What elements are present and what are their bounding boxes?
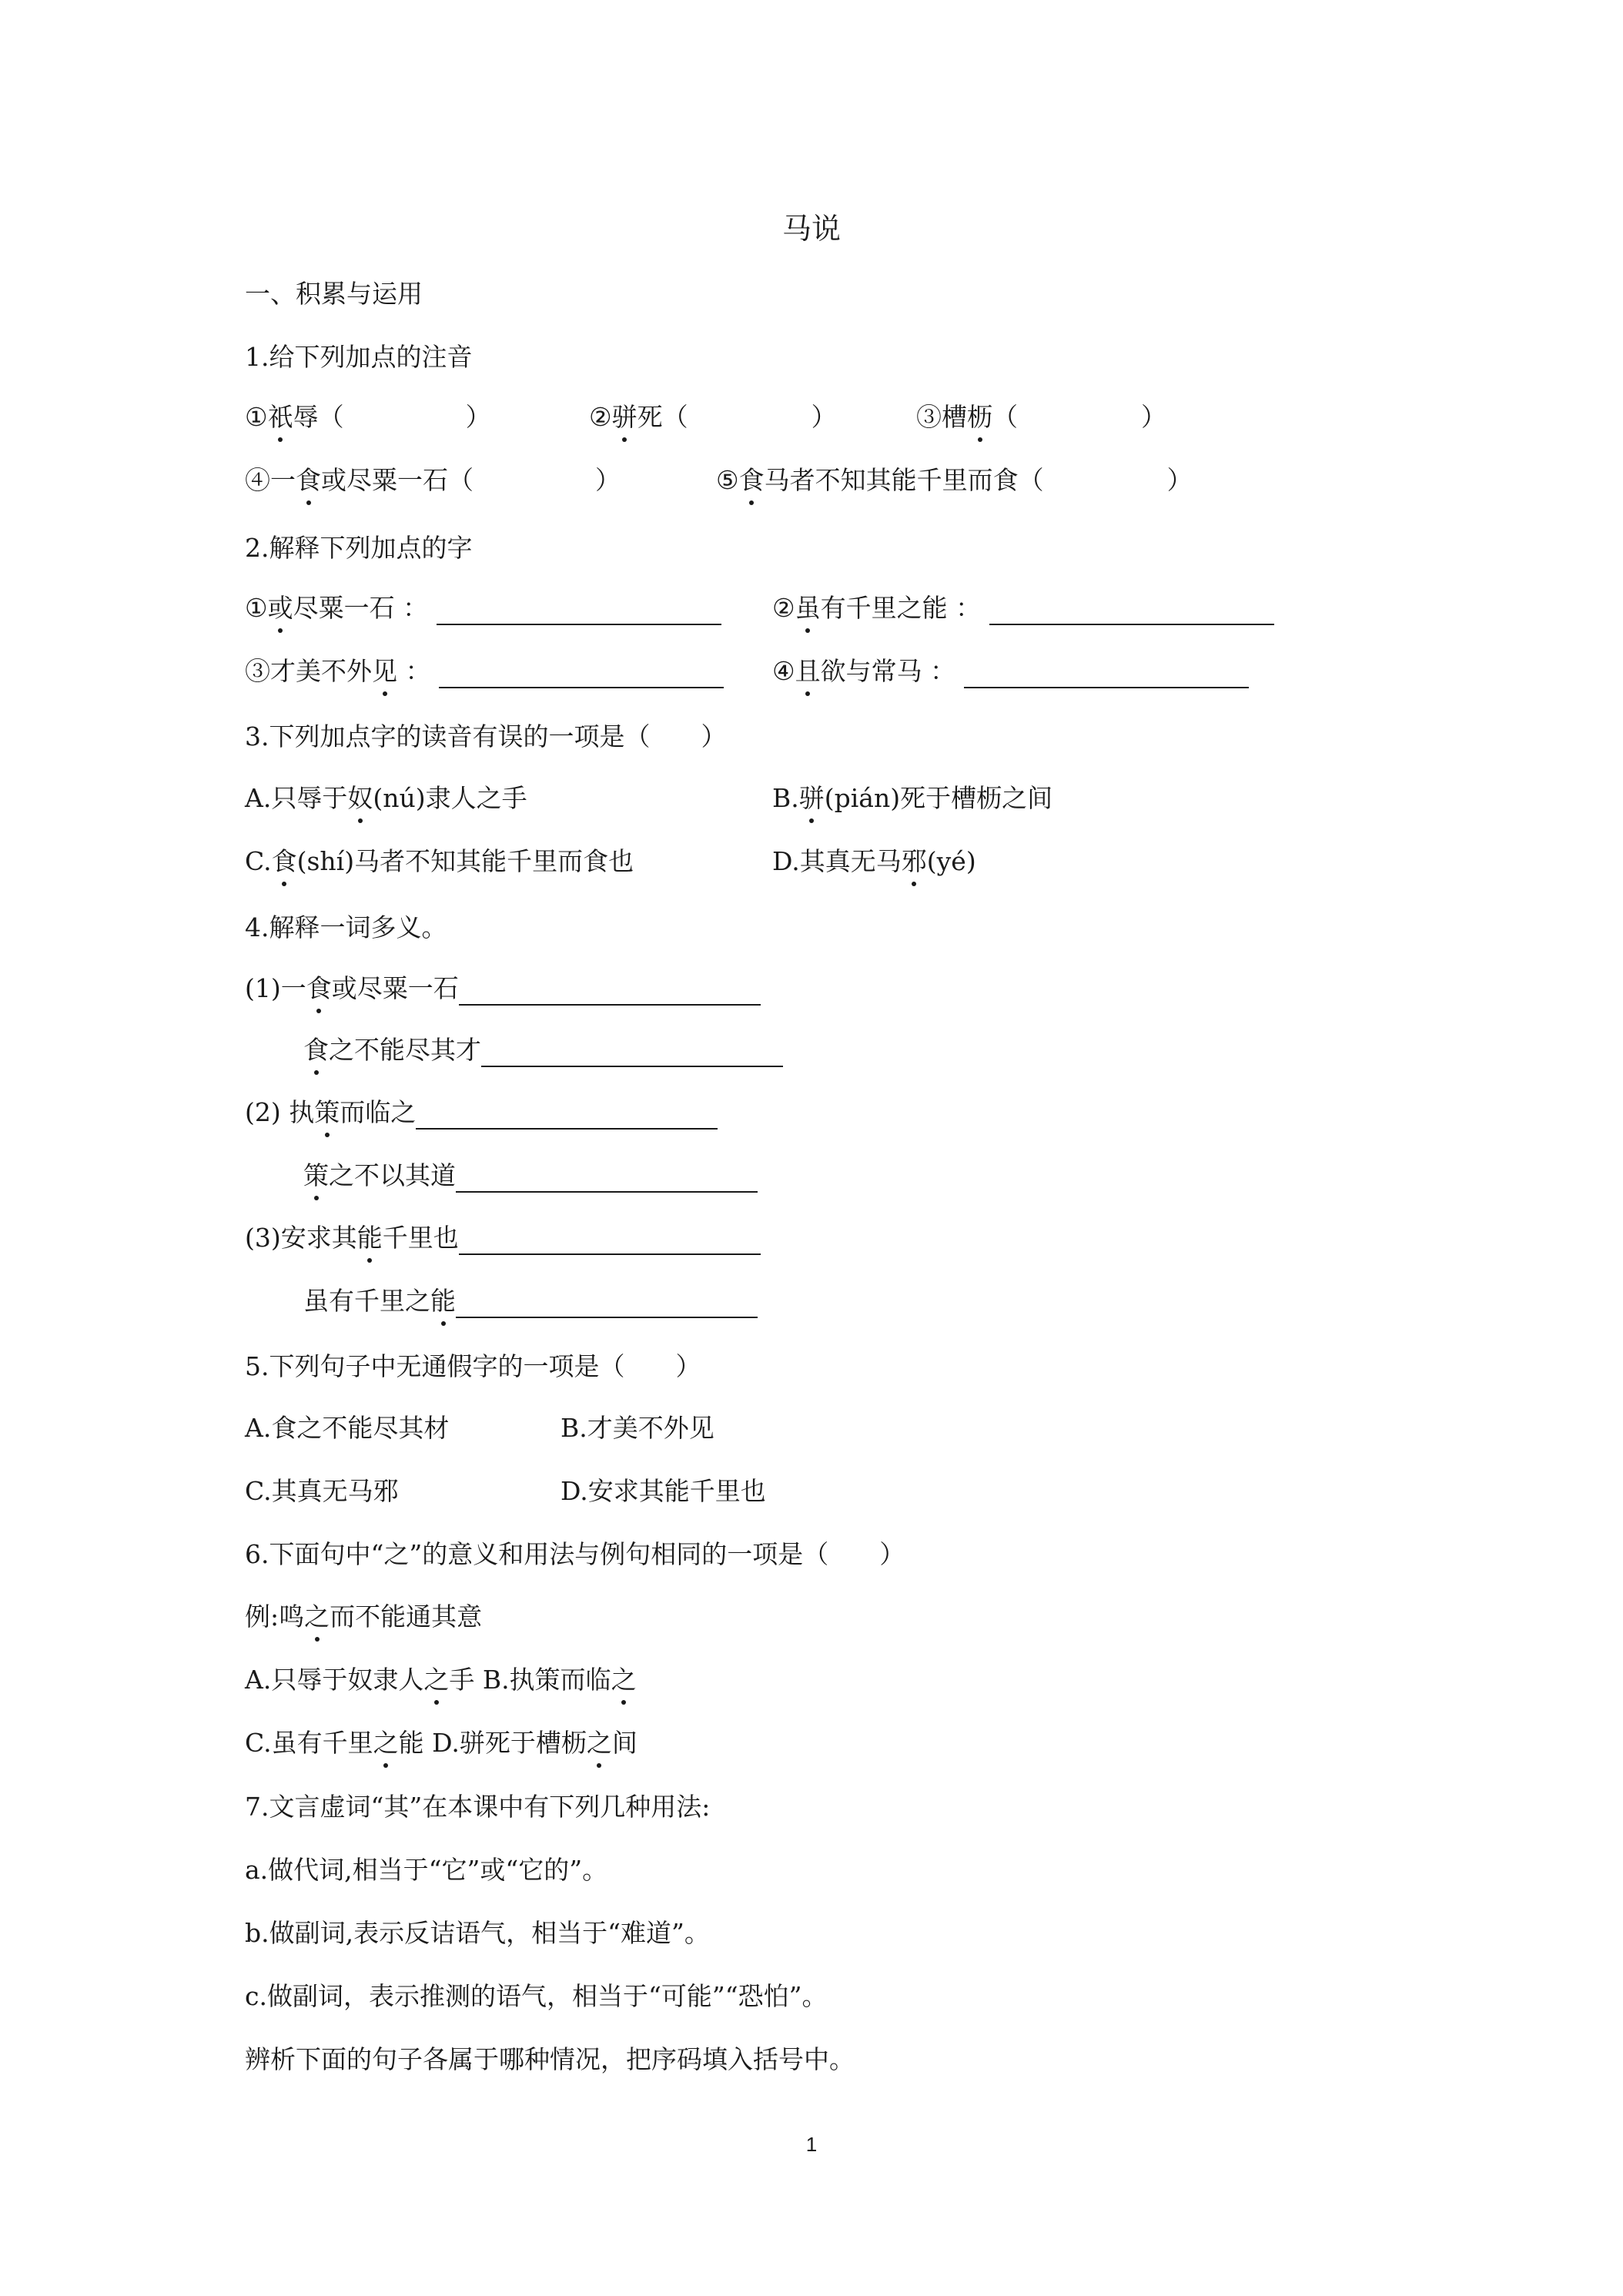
answer-blank[interactable] — [459, 975, 761, 1006]
q3-heading: 3.下列加点字的读音有误的一项是（ ） — [245, 721, 727, 751]
answer-blank[interactable] — [416, 1099, 718, 1130]
q5-option-c: C.其真无马邪 — [245, 1476, 399, 1506]
q2-item-4: ④且欲与常马 ： — [772, 654, 1249, 688]
section-heading: 一、积累与运用 — [245, 279, 423, 309]
q7-heading: 7.文言虚词“其”在本课中有下列几种用法: — [245, 1792, 711, 1822]
q2-item-1: ①或尽粟一石 ： — [245, 591, 721, 625]
q7-usage-c: c.做副词，表示推测的语气，相当于“可能”“恐怕”。 — [245, 1981, 828, 2011]
q2-item-2: ②虽有千里之能 ： — [772, 591, 1274, 625]
answer-blank[interactable] — [481, 1036, 783, 1067]
answer-blank[interactable] — [964, 658, 1249, 688]
q1-heading: 1.给下列加点的注音 — [245, 342, 473, 372]
answer-blank[interactable] — [456, 1162, 758, 1193]
q3-option-b: B.骈(pián)死于槽枥之间 — [772, 782, 1052, 815]
q4-item-5: (3)安求其能千里也 — [245, 1221, 761, 1255]
q5-option-b: B.才美不外见 — [561, 1413, 714, 1443]
answer-blank[interactable] — [439, 658, 724, 688]
q4-item-2: 食之不能尽其才 — [303, 1033, 783, 1067]
q7-usage-b: b.做副词,表示反诘语气，相当于“难道”。 — [245, 1918, 710, 1948]
page-title: 马说 — [781, 212, 841, 246]
q1-item-4: ④一食或尽粟一石（ ） — [245, 464, 621, 497]
answer-blank[interactable] — [437, 594, 721, 625]
page-number: 1 — [805, 2133, 818, 2156]
q4-heading: 4.解释一词多义。 — [245, 912, 447, 942]
q6-options-cd: C.虽有千里之能 D.骈死于槽枥之间 — [245, 1726, 637, 1760]
q1-item-1: ①祇辱（ ） — [245, 400, 491, 434]
q4-item-3: (2) 执策而临之 — [245, 1096, 718, 1130]
q3-option-d: D.其真无马邪(yé) — [772, 845, 976, 879]
q3-option-a: A.只辱于奴(nú)隶人之手 — [245, 782, 527, 815]
q4-item-6: 虽有千里之能 — [303, 1284, 758, 1318]
q6-options-ab: A.只辱于奴隶人之手 B.执策而临之 — [245, 1663, 637, 1697]
q4-item-4: 策之不以其道 — [303, 1159, 758, 1193]
q3-option-c: C.食(shí)马者不知其能千里而食也 — [245, 845, 634, 879]
answer-blank[interactable] — [459, 1224, 761, 1255]
q6-heading: 6.下面句中“之”的意义和用法与例句相同的一项是（ ） — [245, 1539, 905, 1569]
q6-example: 例:鸣之而不能通其意 — [245, 1600, 482, 1634]
q1-item-3: ③槽枥（ ） — [916, 400, 1166, 434]
q5-heading: 5.下列句子中无通假字的一项是（ ） — [245, 1351, 701, 1381]
q1-item-2: ②骈死（ ） — [589, 400, 837, 434]
q4-item-1: (1)一食或尽粟一石 — [245, 972, 761, 1006]
q7-usage-a: a.做代词,相当于“它”或“它的”。 — [245, 1855, 608, 1885]
q7-instruction: 辨析下面的句子各属于哪种情况，把序码填入括号中。 — [245, 2044, 855, 2074]
q2-item-3: ③才美不外见 ： — [245, 654, 724, 688]
q1-item-5: ⑤食马者不知其能千里而食（ ） — [716, 464, 1193, 497]
q2-heading: 2.解释下列加点的字 — [245, 533, 473, 563]
answer-blank[interactable] — [989, 594, 1274, 625]
q5-option-a: A.食之不能尽其材 — [245, 1413, 450, 1443]
answer-blank[interactable] — [456, 1287, 758, 1318]
q5-option-d: D.安求其能千里也 — [561, 1476, 766, 1506]
